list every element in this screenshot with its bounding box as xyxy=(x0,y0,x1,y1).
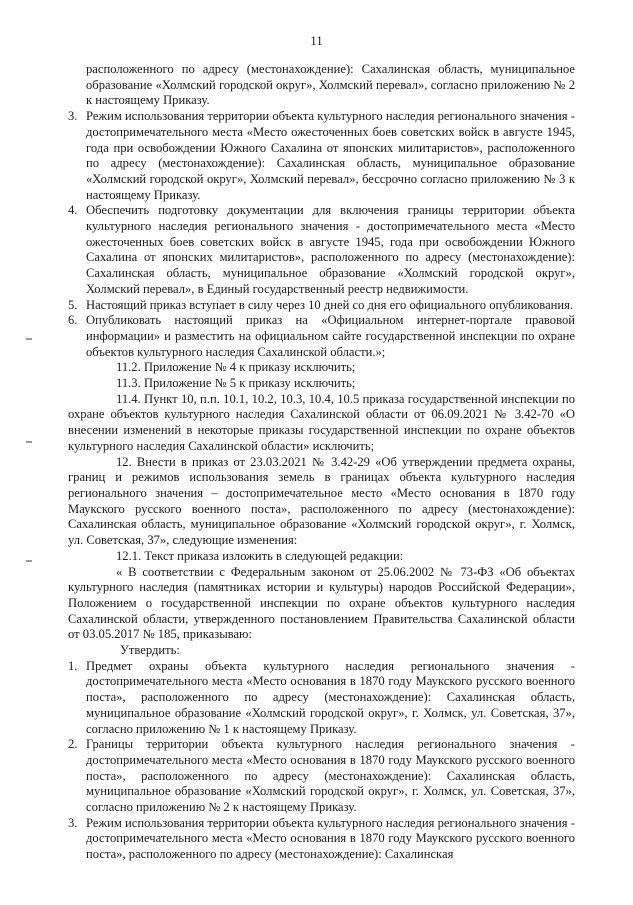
paragraph-approve: Утвердить: xyxy=(120,643,180,658)
list-number: 3. xyxy=(68,109,78,124)
list-item-text: Режим использования территории объекта культурного наследия регионального значения - достопримечательного места «Место основания в 1870 году Маукского русского военного поста», расположенного по адресу (местонахождение): Сахалинская xyxy=(86,815,575,862)
margin-mark xyxy=(26,441,32,443)
paragraph: 11.3. Приложение № 5 к приказу исключить; xyxy=(116,376,356,391)
margin-mark xyxy=(26,338,32,340)
paragraph: 11.4. Пункт 10, п.п. 10.1, 10.2, 10.3, 10.4, 10.5 приказа государственной инспекции по охране объектов культурного наследия Сахалинской области от 06.09.2021 № 3.42-70 «О внесении изменений в некоторые приказы государственной инспекции по охране объектов культурного наследия Сахалинской области» исключить; xyxy=(68,391,575,453)
list-item-text: Обеспечить подготовку документации для включения границы территории объекта культурного наследия регионального значения - достопримечательного места «Место ожесточенных боев советских войск в августе 1945, года при освобождении Южного Сахалина от японских милитаристов», расположенного по адресу (местонахождение): Сахалинская область, муниципальное образование «Холмский городской округ», Холмский перевал», в Единый государственный реестр недвижимости. xyxy=(86,203,575,296)
paragraph: 12. Внести в приказ от 23.03.2021 № 3.42-29 «Об утверждении предмета охраны, границ и режимов использования земель в границах объекта культурного наследия регионального значения – достопримечательное место «Место основания в 1870 году Маукского русского военного поста», расположенного по адресу (местонахождение): Сахалинская область, муниципальное образование «Холмский городской округ», г. Холмск, ул. Советская, 37», следующие изменения: xyxy=(68,454,575,548)
list-item xyxy=(68,313,575,360)
list-item xyxy=(68,109,575,203)
page-number: 11 xyxy=(310,33,323,48)
list-number: 4. xyxy=(68,203,78,218)
list-item-text: Настоящий приказ вступает в силу через 10 дней со дня его официального опубликования. xyxy=(86,297,574,312)
paragraph: 12.1. Текст приказа изложить в следующей редакции: xyxy=(116,548,404,563)
list-item-text: Границы территории объекта культурного наследия регионального значения - достопримечательного места «Место основания в 1870 году Маукского русского военного поста», расположенного по адресу (местонахождение): Сахалинская область, муниципальное образование «Холмский городской округ», г. Холмск, ул. Советская, 37», согласно приложению № 2 к настоящему Приказу. xyxy=(86,737,575,815)
list-item xyxy=(68,816,575,863)
list-item xyxy=(68,203,575,297)
list-item-text: Опубликовать настоящий приказ на «Официальном интернет-портале правовой информации» и разместить на официальном сайте государственной инспекции по охране объектов культурного наследия Сахалинской области.»; xyxy=(86,313,575,359)
list-number: 6. xyxy=(68,313,78,328)
paragraph: 11.2. Приложение № 4 к приказу исключить; xyxy=(116,360,356,375)
list-item-text: Режим использования территории объекта культурного наследия регионального значения - достопримечательного места «Место ожесточенных боев советских войск в августе 1945, года при освобождении Южного Сахалина от японских милитаристов», расположенного по адресу (местонахождение): Сахалинская область, муниципальное образование «Холмский городской округ», Холмский перевал», бессрочно согласно приложению № 3 к настоящему Приказу. xyxy=(86,109,575,202)
margin-mark xyxy=(26,560,32,562)
list-number: 2. xyxy=(68,737,78,752)
list-item xyxy=(68,737,575,816)
paragraph-continuation: расположенного по адресу (местонахождение): Сахалинская область, муниципальное образование «Холмский городской округ», Холмский перевал», согласно приложению № 2 к настоящему Приказу. xyxy=(86,62,575,108)
list-item xyxy=(68,659,575,738)
paragraph: « В соответствии с Федеральным законом от 25.06.2002 № 73-ФЗ «Об объектах культурного наследия (памятниках истории и культуры) народов Российской Федерации», Положением о государственной инспекции по охране объектов культурного наследия Сахалинской области, утвержденного постановлением Правительства Сахалинской области от 03.05.2017 № 185, приказываю: xyxy=(68,564,575,642)
list-item xyxy=(68,298,575,314)
list-number: 3. xyxy=(68,815,78,830)
list-number: 1. xyxy=(68,658,78,673)
list-item-text: Предмет охраны объекта культурного наследия регионального значения - достопримечательного места «Место основания в 1870 году Маукского русского военного поста», расположенного по адресу (местонахождение): Сахалинская область, муниципальное образование «Холмский городской округ», г. Холмск, ул. Советская, 37», согласно приложению № 1 к настоящему Приказу. xyxy=(86,658,575,736)
list-number: 5. xyxy=(68,297,78,312)
document-body xyxy=(68,62,575,863)
